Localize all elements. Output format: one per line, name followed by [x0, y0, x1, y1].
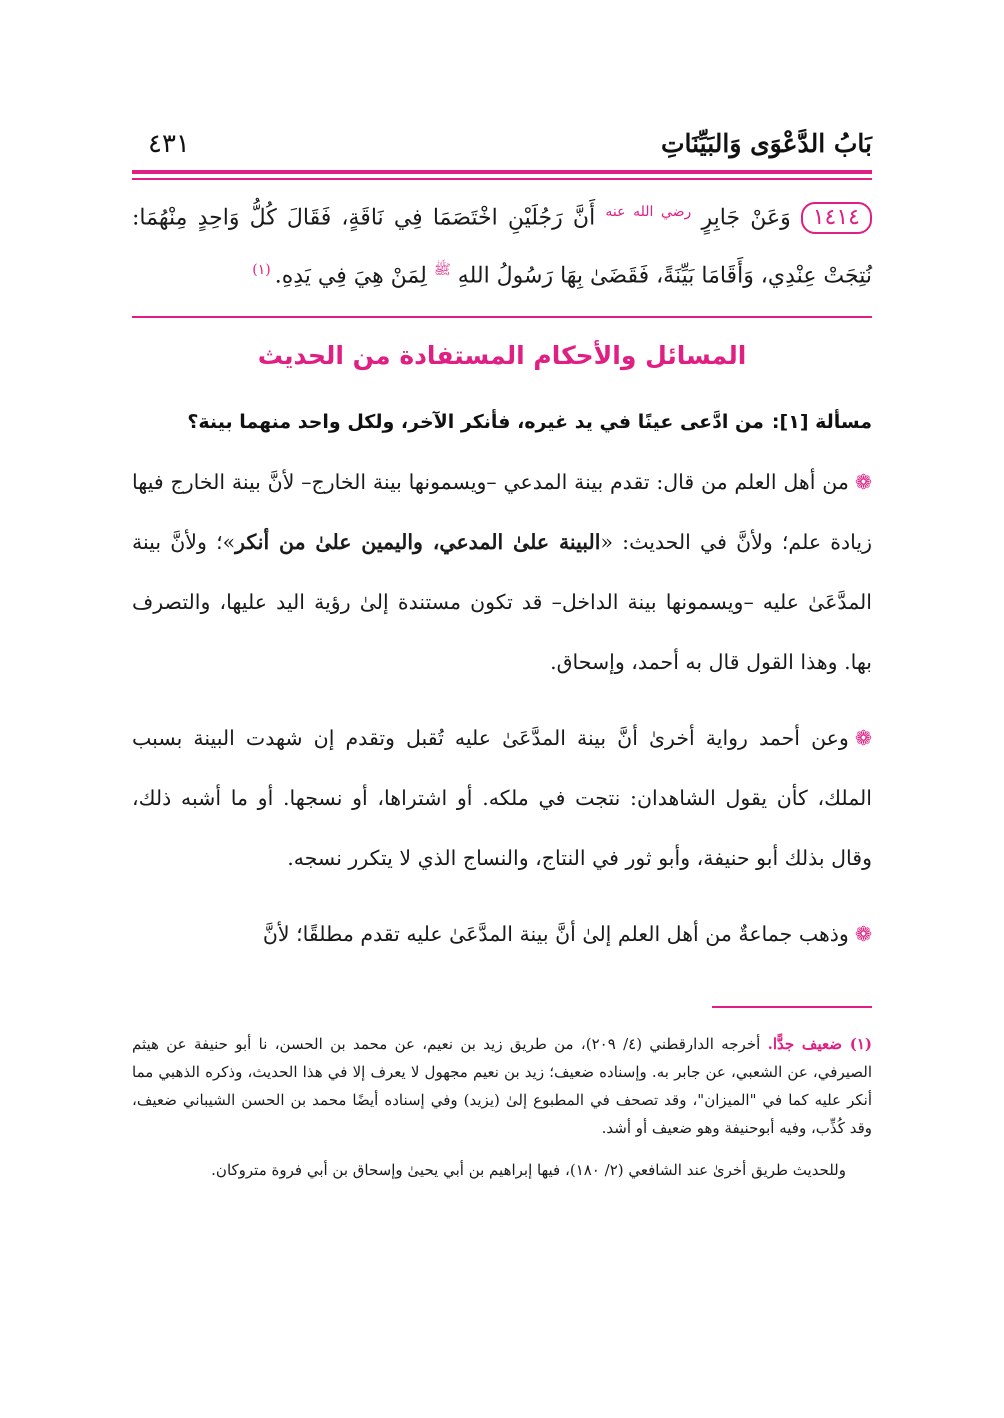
question-text: من ادَّعى عينًا في يد غيره، فأنكر الآخر، ولكل واحد منهما بينة؟: [187, 411, 764, 433]
question-label: مسألة [١]:: [771, 411, 872, 433]
paragraph-1-text-b: »؛ ولأنَّ بينة المدَّعَىٰ عليه –ويسمونها بينة الداخل– قد تكون مستندة إلىٰ رؤية اليد عليها، والتصرف بها. وهذا القول قال به أحمد، وإسحاق.: [132, 530, 872, 674]
footnote-divider: [712, 1006, 872, 1008]
footnote-2: وللحديث طريق أخرىٰ عند الشافعي (٢/ ١٨٠)، فيها إبراهيم بن أبي يحيىٰ وإسحاق بن أبي فروة متروكان.: [211, 1161, 846, 1179]
flower-bullet-icon: ❁: [854, 922, 872, 946]
page-number: ٤٣١: [148, 129, 190, 159]
hadith-block: [132, 186, 872, 303]
paragraph-3-text: وذهب جماعةٌ من أهل العلم إلىٰ أنَّ بينة المدَّعَىٰ عليه تقدم مطلقًا؛ لأنَّ: [262, 922, 849, 946]
footnote-ref[interactable]: (١): [252, 262, 271, 279]
paragraph-3: [132, 904, 872, 964]
companion-honorific: رضي الله عنه: [605, 204, 692, 220]
footnote-1: [132, 1030, 872, 1142]
hadith-text-1: وَعَنْ جَابِرٍ: [701, 205, 791, 231]
paragraph-2: [132, 708, 872, 888]
flower-bullet-icon: ❁: [854, 470, 872, 494]
paragraph-1: [132, 452, 872, 692]
paragraph-1-quote: البينة علىٰ المدعي، واليمين علىٰ من أنكر: [235, 530, 601, 554]
footnotes: [132, 1030, 872, 1184]
section-title: المسائل والأحكام المستفادة من الحديث: [257, 341, 747, 370]
question-heading: [132, 404, 872, 440]
section-divider: [132, 316, 872, 318]
prophet-honorific: ﷺ: [433, 262, 451, 279]
hadith-text-2: أَنَّ رَجُلَيْنِ اخْتَصَمَا فِي نَاقَةٍ، فَقَالَ كُلُّ وَاحِدٍ مِنْهُمَا: نُتِجَتْ عِنْدِي، وَأَقَامَا بَيِّنَةً، فَقَضَىٰ بِهَا رَسُولُ اللهِ: [132, 205, 872, 289]
footnote-1-text: أخرجه الدارقطني (٤/ ٢٠٩)، من طريق زيد بن نعيم، عن محمد بن الحسن، نا أبو حنيفة عن هيثم الصيرفي، عن الشعبي، عن جابر به. وإسناده ضعيف؛ زيد بن نعيم مجهول لا يعرف إلا في هذا الحديث، وذكره الذهبي مما أنكر عليه كما في "الميزان"، وقد تصحف في المطبوع إلىٰ (يزيد) وفي إسناده أيضًا محمد بن الحسن الشيباني ضعيف، وقد كُذِّب، وفيه أبوحنيفة وهو ضعيف أو أشد.: [132, 1035, 872, 1137]
hadith-number-badge: ١٤١٤: [801, 202, 872, 234]
header-rule-thin: [132, 178, 872, 180]
flower-bullet-icon: ❁: [854, 726, 872, 750]
paragraph-2-text: وعن أحمد رواية أخرىٰ أنَّ بينة المدَّعَىٰ عليه تُقبل وتقدم إن شهدت البينة بسبب الملك، كأن يقول الشاهدان: نتجت في ملكه. أو اشتراها، أو نسجها. أو ما أشبه ذلك، وقال بذلك أبو حنيفة، وأبو ثور في النتاج، والنساج الذي لا يتكرر نسجه.: [132, 726, 872, 870]
paragraph-1-text-a: من أهل العلم من قال: تقدم بينة المدعي –ويسمونها بينة الخارج– لأنَّ بينة الخارج فيها زيادة علم؛ ولأنَّ في الحديث: «: [132, 470, 872, 554]
body-text: [132, 452, 872, 964]
header-rule-thick: [132, 170, 872, 174]
footnote-1-label: (١) ضعيف جدًّا.: [767, 1035, 872, 1053]
hadith-text-3: لِمَنْ هِيَ فِي يَدِهِ.: [274, 263, 427, 289]
chapter-title: بَابُ الدَّعْوَى وَالبَيِّنَاتِ: [660, 129, 872, 158]
